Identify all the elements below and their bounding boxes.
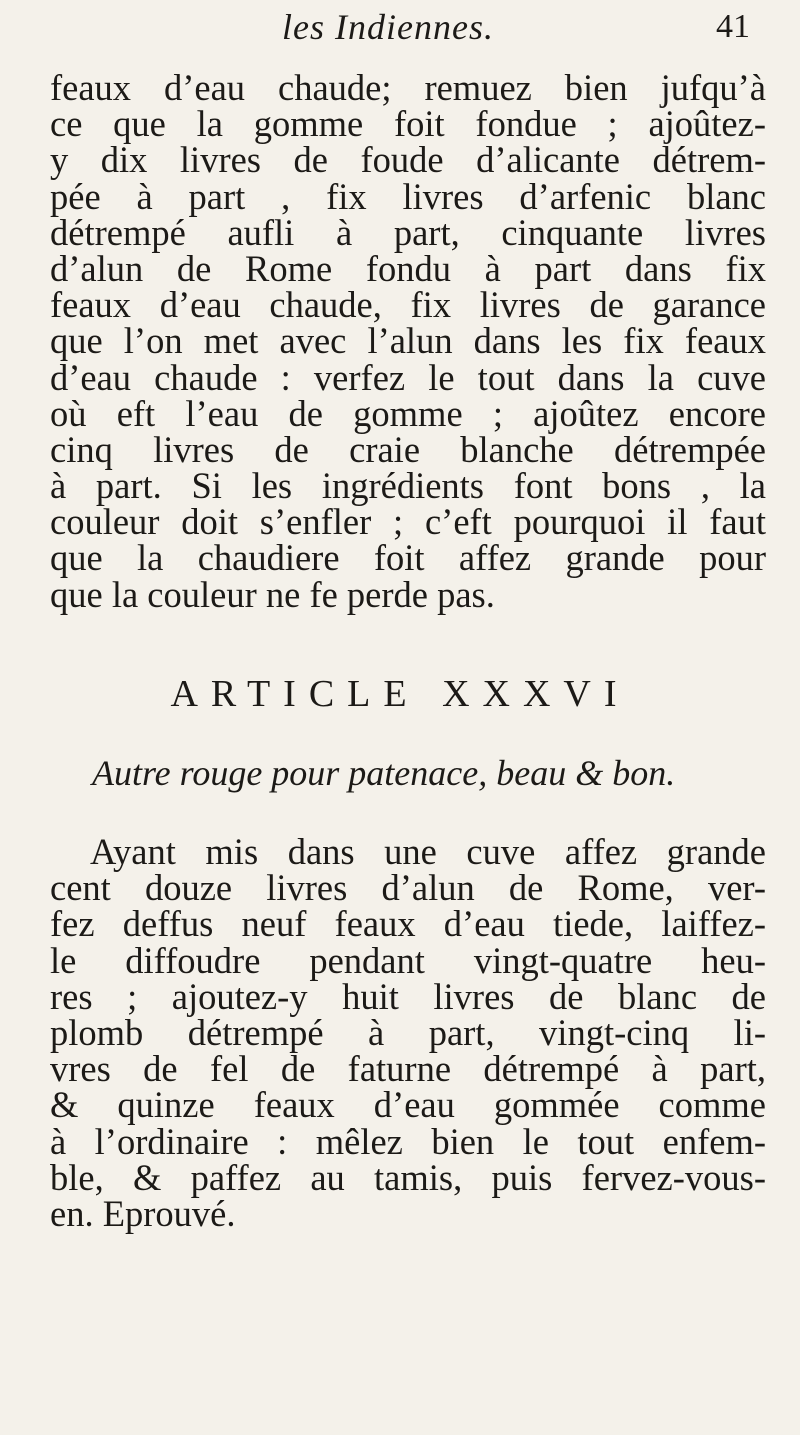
- running-title: les Indiennes.: [282, 7, 494, 47]
- text-line: fez deffus neuf feaux d’eau tiede, laiffez-: [50, 903, 766, 945]
- text-line: y dix livres de foude d’alicante détrem-: [50, 139, 766, 181]
- text-line: où eft l’eau de gomme ; ajoûtez encore: [50, 392, 766, 434]
- text-line: en. Eprouvé.: [50, 1192, 236, 1234]
- text-line: que l’on met avec l’alun dans les fix feaux: [50, 320, 766, 362]
- text-line: que la chaudiere foit affez grande pour: [50, 537, 766, 579]
- text-line: ce que la gomme foit fondue ; ajoûtez-: [50, 103, 766, 145]
- text-line: res ; ajoutez-y huit livres de blanc de: [50, 975, 766, 1017]
- text-line: d’eau chaude : verfez le tout dans la cuve: [50, 356, 766, 398]
- running-head: [0, 6, 800, 66]
- text-line: & quinze feaux d’eau gommée comme: [50, 1084, 766, 1126]
- article-subtitle: Autre rouge pour patenace, beau & bon.: [92, 753, 676, 793]
- text-line: Ayant mis dans une cuve affez grande: [90, 831, 766, 872]
- text-line: cinq livres de craie blanche détrempée: [50, 428, 766, 470]
- text-line: feaux d’eau chaude; remuez bien jufqu’à: [50, 67, 766, 108]
- text-line: à l’ordinaire : mêlez bien le tout enfem-: [50, 1120, 766, 1162]
- text-line: plomb détrempé à part, vingt-cinq li-: [50, 1011, 766, 1053]
- text-line: détrempé aufli à part, cinquante livres: [50, 211, 766, 253]
- text-line: d’alun de Rome fondu à part dans fix: [50, 247, 766, 289]
- text-line: cent douze livres d’alun de Rome, ver-: [50, 867, 766, 909]
- paragraph-2: [50, 831, 766, 1234]
- text-line: couleur doit s’enfler ; c’eft pourquoi il faut: [50, 501, 766, 543]
- text-line: que la couleur ne fe perde pas.: [50, 573, 495, 615]
- text-line: le diffoudre pendant vingt-quatre heu-: [50, 939, 766, 981]
- text-line: feaux d’eau chaude, fix livres de garance: [50, 284, 766, 326]
- page-number: 41: [716, 8, 750, 45]
- article-heading: ARTICLE XXXVI: [170, 673, 630, 715]
- text-line: ble, & paffez au tamis, puis fervez-vous-: [50, 1156, 766, 1198]
- paragraph-1: [50, 67, 766, 615]
- text-line: pée à part , fix livres d’arfenic blanc: [50, 175, 766, 217]
- text-line: vres de fel de faturne détrempé à part,: [50, 1048, 766, 1090]
- text-line: à part. Si les ingrédients font bons , la: [50, 465, 766, 507]
